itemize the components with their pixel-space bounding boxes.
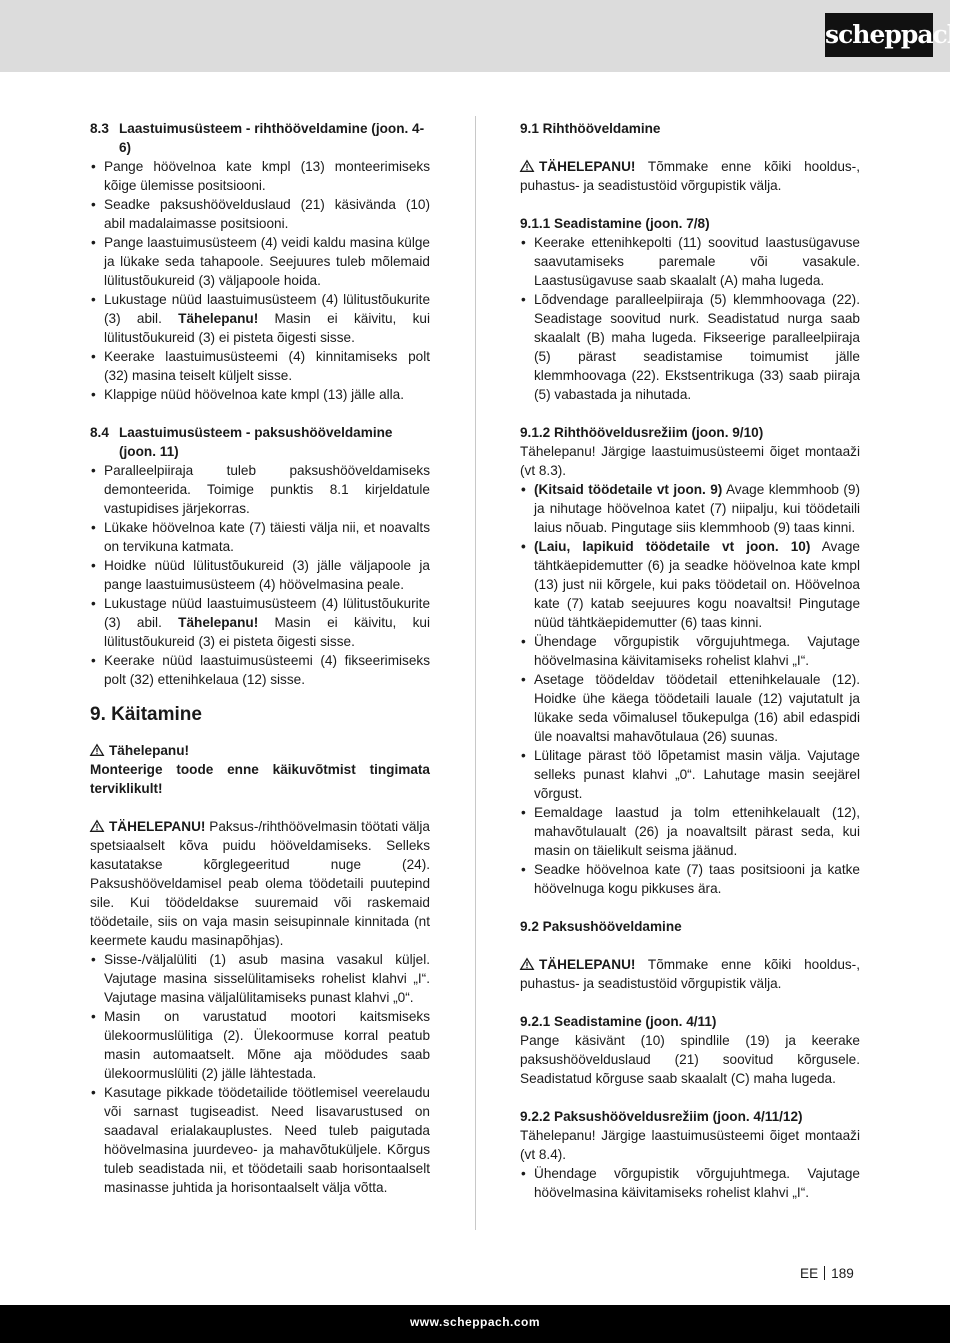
list-item: • Seadke höövelnoa kate (7) taas positsiooni ja katke höövelnuga kogu pikkuses ära. <box>520 860 860 898</box>
warning-paragraph: TÄHELEPANU! Tõmmake enne kõiki hooldus-, puhastus- ja seadistustöid võrgupistik välja. <box>520 957 860 991</box>
warning-paragraph: TÄHELEPANU! Tõmmake enne kõiki hooldus-, puhastus- ja seadistustöid võrgupistik välja. <box>520 159 860 193</box>
section-9-1-1-heading: 9.1.1 Seadistamine (joon. 7/8) <box>520 216 710 231</box>
list-item: • (Laiu, lapikuid töödetaile vt joon. 10) Avage tähtkäepidemutter (6) ja seadke höövelnoa kate kmpl (13) just nii kõrgele, kui paks töödetail on. Höövelnoa kate (7) katab seejuures kogu noavaltsi! Pingutage nüüd tähtkäepidemutter (6) taas kinni. <box>520 537 860 632</box>
list-item: • Eemaldage laastud ja tolm ettenihkelaualt (12), mahavõtulaualt (26) ja noavaltsilt pärast seda, kui masin on täielikult seisma jäänud. <box>520 803 860 860</box>
column-divider <box>475 116 476 1230</box>
list-item: • Kasutage pikkade töödetailide töötlemisel veerelaudu või sarnast tugiseadist. Need lisavarustused on saadaval erialakauplustes. Need tuleb paigutada höövelmasina juurdeveo- ja mahavõtuküljele. Kõrgus tuleb seadistada nii, et töödetaili saab horisontaalselt masinasse juhtida ja horisontaalselt välja võtta. <box>90 1083 430 1197</box>
section-8-3-heading: 8.3 Laastuimusüsteem - rihthööveldamine (joon. 4-6) <box>90 121 425 155</box>
section-9-heading: 9. Käitamine <box>90 704 202 725</box>
brand-logo: scheppach <box>825 13 933 57</box>
website-link[interactable]: www.scheppach.com <box>409 1315 541 1329</box>
section-9-1-heading: 9.1 Rihthööveldamine <box>520 121 661 136</box>
list-item: • Hoidke nüüd lülitustõukureid (3) jälle väljapoole ja pange laastuimusüsteem (4) höövelmasina peale. <box>90 556 430 594</box>
list-item: • Lukustage nüüd laastuimusüsteem (4) lülitustõukurite (3) abil. Tähelepanu! Masin ei käivitu, kui lülitustõukureid (3) ei pisteta õigesti sisse. <box>90 594 430 651</box>
list-item: • Ühendage võrgupistik võrgujuhtmega. Vajutage höövelmasina käivitamiseks rohelist klahvi „I“. <box>520 1164 860 1202</box>
section-9-2-2-list <box>520 1164 860 1202</box>
warning-title: Tähelepanu! <box>90 741 430 760</box>
section-9-list <box>90 950 430 1197</box>
list-item: • (Kitsaid töödetaile vt joon. 9) Avage klemmhoob (9) ja nihutage höövelnoa katet (7) niipalju, kui töödetaili laius nõuab. Pingutage siis klemmhoob (9) taas kinni. <box>520 480 860 537</box>
list-item: • Masin on varustatud mootori kaitsmiseks ülekoormuslülitiga (2). Ülekoormuse korral peatub masin automaatselt. Mõne aja möödudes saab ülekoormuslüliti (2) jälle lähtestada. <box>90 1007 430 1083</box>
list-item: • Pange laastuimusüsteem (4) veidi kaldu masina külge ja lükake seda tahapoole. Seejuures tuleb mõlemaid lülitustõukureid (3) väljapoole hoida. <box>90 233 430 290</box>
section-8-3-list <box>90 157 430 404</box>
list-item: • Klappige nüüd höövelnoa kate kmpl (13) jälle alla. <box>90 385 430 404</box>
list-item: • Keerake ettenihkepolti (11) soovitud laastusügavuse saavutamiseks paremale või vasakule. Laastusügavuse saab skaalalt (A) maha lugeda. <box>520 233 860 290</box>
list-item: • Lükake höövelnoa kate (7) täiesti välja nii, et noavalts on tervikuna katmata. <box>90 518 430 556</box>
section-9-1-2-list <box>520 480 860 898</box>
section-9-1-2-heading: 9.1.2 Rihthööveldusrežiim (joon. 9/10) <box>520 425 764 440</box>
warning-text: Monteerige toode enne käikuvõtmist tingimata terviklikult! <box>90 762 430 796</box>
page-number: EE 189 <box>800 1266 854 1281</box>
list-item: • Paralleelpiiraja tuleb paksushööveldamiseks demonteerida. Toimige punktis 8.1 kirjeldatule vastupidises järjekorras. <box>90 461 430 518</box>
warning-icon <box>90 741 104 760</box>
section-9-1-2-intro: Tähelepanu! Järgige laastuimusüsteemi õiget montaaži (vt 8.3). <box>520 444 860 478</box>
section-9-1-1-list <box>520 233 860 404</box>
list-item: • Pange höövelnoa kate kmpl (13) monteerimiseks kõige ülemisse positsiooni. <box>90 157 430 195</box>
list-item: • Lülitage pärast töö lõpetamist masin välja. Vajutage selleks punast klahvi „0“. Lahutage masin seejärel võrgust. <box>520 746 860 803</box>
list-item: • Asetage töödeldav töödetail ettenihkelauale (12). Hoidke ühe käega töödetaili lauale (12) vajutatult ja lükake seda võimalusel tõukepulga (16) abil edaspidi üle noavaltsi mahavõtulaua (26) suunas. <box>520 670 860 746</box>
section-9-2-1-heading: 9.2.1 Seadistamine (joon. 4/11) <box>520 1014 717 1029</box>
warning-icon <box>520 157 534 176</box>
section-9-2-2-intro: Tähelepanu! Järgige laastuimusüsteemi õiget montaaži (vt 8.4). <box>520 1128 860 1162</box>
operation-paragraph: TÄHELEPANU! Paksus-/rihthöövelmasin töötati välja spetsiaalselt kõva puidu hööveldamiseks. Selleks kasutatakse kõrglegeeritud nuge (24). Paksushööveldamisel peab olema töödetaili puutepind sile. Kui töödeldakse suuremaid või raskemaid töödetaile, siis on vaja masin seisupinnale kinnitada (nt keermete kaudu masinapõhjas). <box>90 819 430 948</box>
list-item: • Seadke paksushöövelduslaud (21) käsivända (10) abil madalaimasse positsiooni. <box>90 195 430 233</box>
warning-icon <box>520 955 534 974</box>
right-column <box>520 119 860 1202</box>
list-item: • Ühendage võrgupistik võrgujuhtmega. Vajutage höövelmasina käivitamiseks rohelist klahvi „I“. <box>520 632 860 670</box>
section-8-4-heading: 8.4 Laastuimusüsteem - paksushööveldamine (joon. 11) <box>90 425 393 459</box>
list-item: • Lõdvendage paralleelpiiraja (5) klemmhoovaga (22). Seadistage soovitud nurk. Seadistatud nurga saab skaalalt (B) maha lugeda. Fikseerige paralleelpiiraja (5) pärast seadistamise toimumist jälle klemmhoovaga (22). Ekstsentrikuga (33) saab piiraja (5) vabastada ja nihutada. <box>520 290 860 404</box>
list-item: • Sisse-/väljalüliti (1) asub masina vasakul küljel. Vajutage masina sisselülitamiseks rohelist klahvi „I“. Vajutage masina väljalülitamiseks punast klahvi „0“. <box>90 950 430 1007</box>
section-9-2-heading: 9.2 Paksushööveldamine <box>520 919 682 934</box>
page-footer <box>0 1305 950 1343</box>
section-9-2-2-heading: 9.2.2 Paksushööveldusrežiim (joon. 4/11/12) <box>520 1109 803 1124</box>
left-column <box>90 119 430 1197</box>
warning-icon <box>90 817 104 836</box>
section-8-4-list <box>90 461 430 689</box>
page-header <box>0 0 964 72</box>
list-item: • Lukustage nüüd laastuimusüsteem (4) lülitustõukurite (3) abil. Tähelepanu! Masin ei käivitu, kui lülitustõukureid (3) ei pisteta õigesti sisse. <box>90 290 430 347</box>
list-item: • Keerake nüüd laastuimusüsteemi (4) fikseerimiseks polt (32) ettenihkelaua (12) sisse. <box>90 651 430 689</box>
list-item: • Keerake laastuimusüsteemi (4) kinnitamiseks polt (32) masina teiselt küljelt sisse. <box>90 347 430 385</box>
section-9-2-1-text: Pange käsivänt (10) spindlile (19) ja keerake paksushöövelduslaud (21) soovitud kõrgusele. Seadistatud kõrguse saab skaalalt (C) maha lugeda. <box>520 1033 860 1086</box>
